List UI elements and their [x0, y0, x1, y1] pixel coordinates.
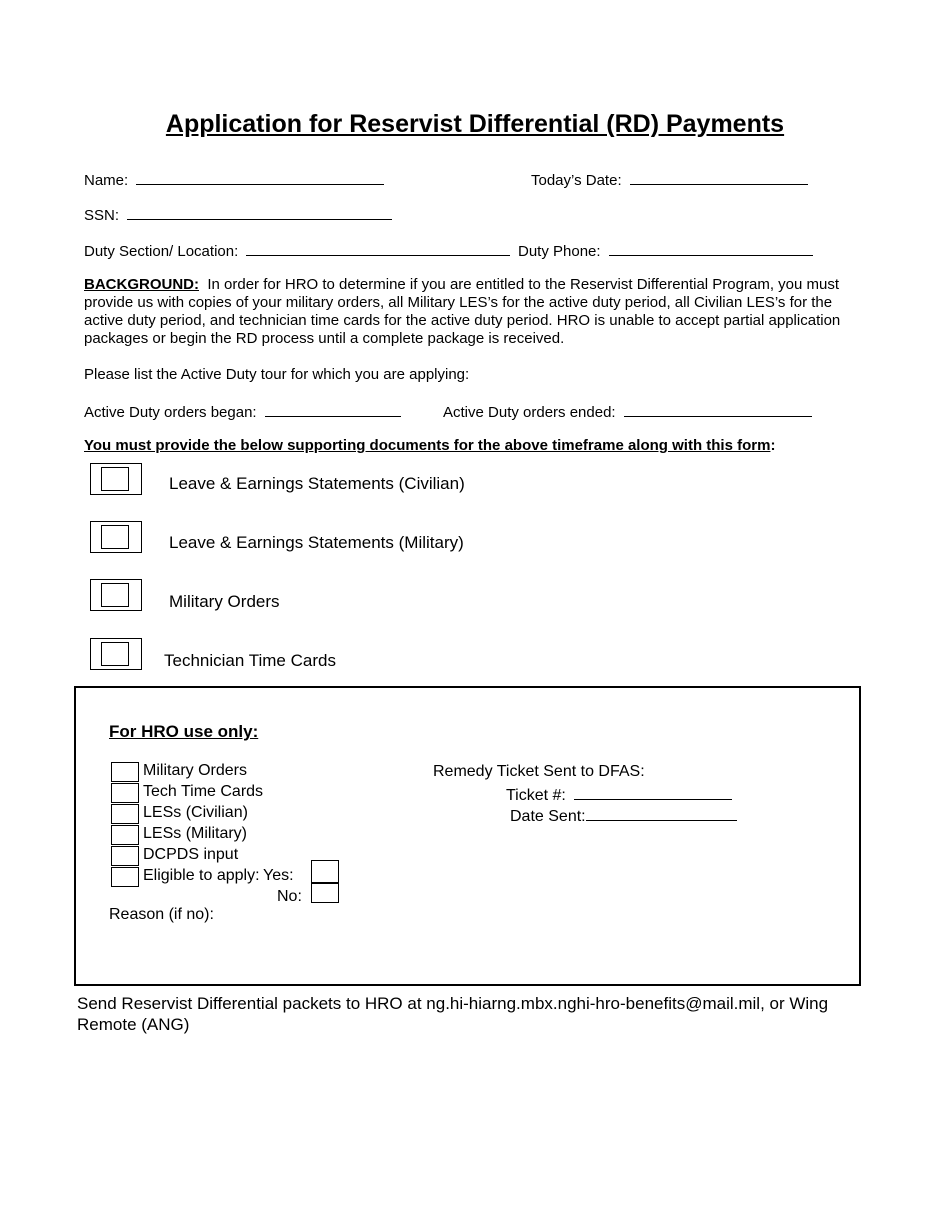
ticket-number-row	[506, 784, 732, 805]
doc-checkbox-civilian-les-inner	[101, 467, 129, 491]
ticket-number-label: Ticket #:	[506, 787, 566, 804]
doc-checkbox-military-les[interactable]	[90, 521, 142, 553]
hro-checkbox-yes[interactable]	[311, 860, 339, 883]
orders-began-label: Active Duty orders began:	[84, 404, 257, 421]
doc-checkbox-military-orders[interactable]	[90, 579, 142, 611]
footer-instructions: Send Reservist Differential packets to HRO at ng.hi-hiarng.mbx.nghi-hro-benefits@mail.mil, or Wing Remote (ANG)	[77, 994, 829, 1034]
supporting-docs-heading-colon: :	[770, 437, 776, 454]
background-label: BACKGROUND:	[84, 276, 199, 293]
hro-checkbox-no[interactable]	[311, 883, 339, 903]
supporting-docs-heading	[84, 437, 775, 454]
hro-item-dcpds-input: DCPDS input	[143, 846, 239, 863]
remedy-ticket-label: Remedy Ticket Sent to DFAS:	[433, 763, 645, 780]
hro-checkbox-eligible[interactable]	[111, 867, 139, 887]
hro-no-label: No:	[277, 888, 302, 905]
ssn-input-line[interactable]	[127, 205, 392, 220]
hro-checkbox-dcpds-input[interactable]	[111, 846, 139, 866]
background-paragraph	[84, 276, 874, 348]
name-input-line[interactable]	[136, 170, 384, 185]
doc-label-time-cards: Technician Time Cards	[164, 651, 336, 670]
ssn-label: SSN:	[84, 207, 120, 224]
orders-began-row	[84, 402, 401, 421]
tour-prompt: Please list the Active Duty tour for which you are applying:	[84, 366, 470, 383]
background-text: In order for HRO to determine if you are entitled to the Reservist Differential Program, you must provide us with copies of your military orders, all Military LES’s for the active duty period, all Civilian LES’s for the active duty period, and technician time cards for the active duty period. HRO is unable to accept partial application packages or begin the RD process until a complete package is received.	[84, 276, 841, 347]
doc-checkbox-military-orders-inner	[101, 583, 129, 607]
orders-ended-row	[443, 402, 812, 421]
doc-checkbox-time-cards-inner	[101, 642, 129, 666]
orders-ended-input-line[interactable]	[624, 402, 812, 417]
hro-checkbox-tech-time-cards[interactable]	[111, 783, 139, 803]
hro-reason-label: Reason (if no):	[109, 906, 214, 923]
orders-ended-label: Active Duty orders ended:	[443, 404, 616, 421]
doc-label-civilian-les: Leave & Earnings Statements (Civilian)	[169, 474, 465, 493]
doc-checkbox-time-cards[interactable]	[90, 638, 142, 670]
ssn-field-row	[84, 205, 392, 224]
name-label: Name:	[84, 172, 129, 189]
duty-section-label: Duty Section/ Location:	[84, 243, 239, 260]
hro-item-eligible: Eligible to apply:	[143, 867, 260, 884]
page-title: Application for Reservist Differential (RD) Payments	[165, 110, 785, 138]
doc-checkbox-civilian-les[interactable]	[90, 463, 142, 495]
orders-began-input-line[interactable]	[265, 402, 401, 417]
hro-checkbox-military-orders[interactable]	[111, 762, 139, 782]
hro-item-tech-time-cards: Tech Time Cards	[143, 783, 264, 800]
date-sent-input-line[interactable]	[586, 805, 737, 821]
doc-label-military-les: Leave & Earnings Statements (Military)	[169, 533, 464, 552]
hro-heading: For HRO use only:	[109, 722, 259, 741]
date-sent-label: Date Sent:	[510, 808, 586, 825]
todays-date-row	[531, 170, 808, 189]
hro-item-les-civilian: LESs (Civilian)	[143, 804, 248, 821]
duty-phone-input-line[interactable]	[609, 241, 813, 256]
ticket-number-input-line[interactable]	[574, 784, 732, 800]
hro-item-les-military: LESs (Military)	[143, 825, 248, 842]
hro-checkbox-les-military[interactable]	[111, 825, 139, 845]
hro-checkbox-les-civilian[interactable]	[111, 804, 139, 824]
supporting-docs-heading-text: You must provide the below supporting documents for the above timeframe along with this form	[84, 437, 771, 454]
hro-item-military-orders: Military Orders	[143, 762, 248, 779]
duty-section-input-line[interactable]	[246, 241, 510, 256]
hro-yes-label: Yes:	[263, 867, 294, 884]
date-sent-row	[510, 805, 737, 826]
duty-phone-row	[518, 241, 813, 260]
todays-date-label: Today’s Date:	[531, 172, 622, 189]
duty-section-row	[84, 241, 510, 260]
todays-date-input-line[interactable]	[630, 170, 808, 185]
name-field-row	[84, 170, 384, 189]
duty-phone-label: Duty Phone:	[518, 243, 601, 260]
doc-checkbox-military-les-inner	[101, 525, 129, 549]
doc-label-military-orders: Military Orders	[169, 592, 280, 611]
